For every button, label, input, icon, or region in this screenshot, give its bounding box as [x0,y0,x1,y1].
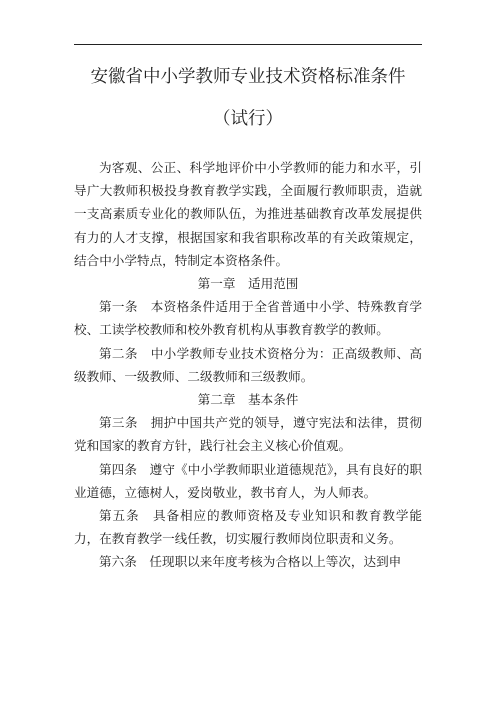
article-4: 第四条 遵守《中小学教师职业道德规范》，具有良好的职业道德，立德树人，爱岗敬业，教书育人，为人师表。 [74,461,422,500]
article-5: 第五条 具备相应的教师资格及专业知识和教育教学能力，在教育教学一线任教，切实履行教师岗位职责和义务。 [74,508,422,547]
article-2: 第二条 中小学教师专业技术资格分为：正高级教师、高级教师、一级教师、二级教师和三级教师。 [74,345,422,384]
header-rule [74,44,422,45]
preamble-paragraph: 为客观、公正、科学地评价中小学教师的能力和水平，引导广大教师积极投身教育教学实践，全面履行教师职责，造就一支高素质专业化的教师队伍，为推进基础教育改革发展提供有力的人才支撑，根据国家和我省职称改革的有关政策规定，结合中小学特点，特制定本资格条件。 [74,160,422,268]
article-6: 第六条 任现职以来年度考核为合格以上等次，达到申 [99,554,402,570]
article-1: 第一条 本资格条件适用于全省普通中小学、特殊教育学校、工读学校教师和校外教育机构从事教育教学的教师。 [74,299,422,338]
chapter-2-heading: 第二章 基本条件 [197,392,299,408]
chapter-1-heading: 第一章 适用范围 [197,276,299,292]
article-3: 第三条 拥护中国共产党的领导，遵守宪法和法律，贯彻党和国家的教育方针，践行社会主义核心价值观。 [74,415,422,454]
document-body [74,156,422,574]
document-subtitle: （试行） [213,109,283,129]
document-title: 安徽省中小学教师专业技术资格标准条件 [90,67,406,87]
